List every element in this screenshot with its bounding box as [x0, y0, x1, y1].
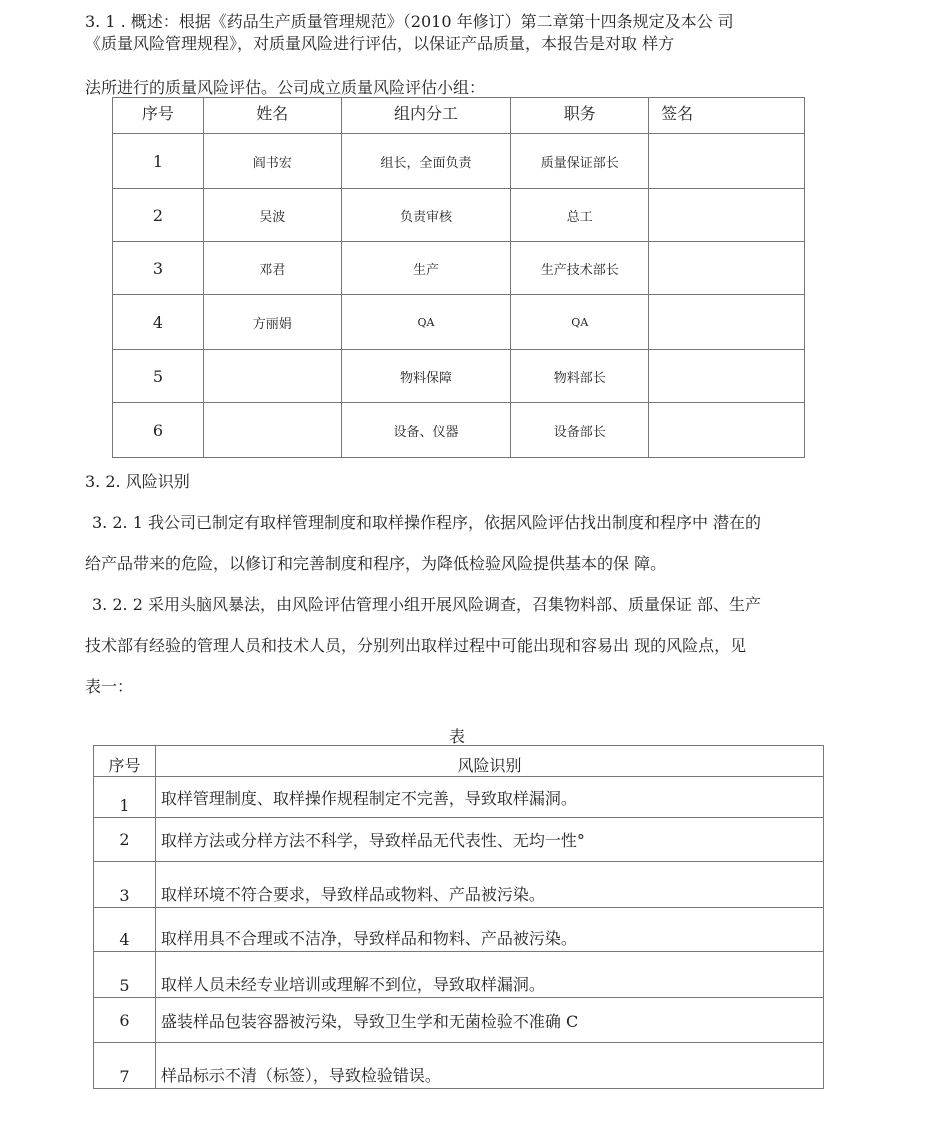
table-row [94, 777, 824, 818]
cell-name: 阎书宏 [203, 134, 341, 189]
header-cell: 组内分工 [341, 98, 511, 134]
risk-table [93, 745, 824, 1089]
table-row [113, 242, 805, 295]
header-cell: 姓名 [203, 98, 341, 134]
cell-name [203, 350, 341, 403]
cell-risk: 取样用具不合理或不洁净，导致样品和物料、产品被污染。 [155, 908, 823, 952]
cell-title: 生产技术部长 [511, 242, 649, 295]
risk-table-header [94, 746, 824, 777]
cell-title: QA [511, 295, 649, 350]
table-caption: 表 [449, 727, 466, 746]
intro-line-3: 法所进行的质量风险评估。公司成立质量风险评估小组： [85, 78, 486, 97]
cell-no: 3 [113, 242, 204, 295]
paragraph-1-line-1: 3. 2. 1 我公司已制定有取样管理制度和取样操作程序，依据风险评估找出制度和程序中 潜在的 [92, 513, 762, 532]
cell-no: 6 [113, 403, 204, 458]
cell-no: 7 [94, 1043, 156, 1089]
cell-no: 1 [94, 777, 156, 818]
cell-no: 5 [94, 952, 156, 998]
cell-no: 6 [94, 998, 156, 1043]
cell-role: 组长，全面负责 [341, 134, 511, 189]
cell-risk: 盛装样品包装容器被污染，导致卫生学和无菌检验不准确 C [155, 998, 823, 1043]
section-heading: 3. 2. 风险识别 [85, 472, 190, 491]
cell-no: 3 [94, 862, 156, 908]
cell-title: 物料部长 [511, 350, 649, 403]
cell-no: 2 [113, 189, 204, 242]
cell-sign [649, 403, 805, 458]
paragraph-2-line-3: 表一： [85, 677, 134, 696]
table-row [113, 403, 805, 458]
table-row [94, 1043, 824, 1089]
table-row [113, 189, 805, 242]
cell-name [203, 403, 341, 458]
cell-sign [649, 134, 805, 189]
cell-no: 4 [113, 295, 204, 350]
header-cell: 风险识别 [155, 746, 823, 777]
cell-no: 1 [113, 134, 204, 189]
cell-role: QA [341, 295, 511, 350]
paragraph-2-line-1: 3. 2. 2 采用头脑风暴法，由风险评估管理小组开展风险调查，召集物料部、质量保证 部、生产 [92, 595, 762, 614]
cell-name: 邓君 [203, 242, 341, 295]
cell-risk: 样品标示不清（标签），导致检验错误。 [155, 1043, 823, 1089]
header-cell: 序号 [94, 746, 156, 777]
table-row [113, 134, 805, 189]
cell-risk: 取样管理制度、取样操作规程制定不完善，导致取样漏洞。 [155, 777, 823, 818]
team-table [112, 97, 805, 458]
team-table-header [113, 98, 805, 134]
paragraph-1-line-2: 给产品带来的危险，以修订和完善制度和程序，为降低检验风险提供基本的保 障。 [85, 554, 667, 573]
table-row [94, 908, 824, 952]
table-row [94, 998, 824, 1043]
cell-no: 5 [113, 350, 204, 403]
header-cell: 序号 [113, 98, 204, 134]
cell-title: 设备部长 [511, 403, 649, 458]
cell-risk: 取样环境不符合要求，导致样品或物料、产品被污染。 [155, 862, 823, 908]
table-row [94, 818, 824, 862]
table-row [94, 862, 824, 908]
cell-name: 方丽娟 [203, 295, 341, 350]
cell-role: 设备、仪器 [341, 403, 511, 458]
table-row [113, 350, 805, 403]
cell-no: 2 [94, 818, 156, 862]
cell-name: 吴波 [203, 189, 341, 242]
intro-line-1: 3. 1 . 概述：根据《药品生产质量管理规范》（2010 年修订）第二章第十四条规定及本公 司 [85, 12, 734, 31]
paragraph-2-line-2: 技术部有经验的管理人员和技术人员，分别列出取样过程中可能出现和容易出 现的风险点，见 [85, 636, 747, 655]
cell-sign [649, 295, 805, 350]
header-cell: 职务 [511, 98, 649, 134]
cell-sign [649, 189, 805, 242]
cell-sign [649, 350, 805, 403]
cell-role: 物料保障 [341, 350, 511, 403]
header-cell: 签名 [649, 98, 805, 134]
cell-role: 负责审核 [341, 189, 511, 242]
table-row [113, 295, 805, 350]
cell-role: 生产 [341, 242, 511, 295]
cell-title: 质量保证部长 [511, 134, 649, 189]
cell-no: 4 [94, 908, 156, 952]
cell-risk: 取样人员未经专业培训或理解不到位，导致取样漏洞。 [155, 952, 823, 998]
cell-risk: 取样方法或分样方法不科学，导致样品无代表性、无均一性° [155, 818, 823, 862]
cell-title: 总工 [511, 189, 649, 242]
cell-sign [649, 242, 805, 295]
intro-line-2: 《质量风险管理规程》，对质量风险进行评估，以保证产品质量，本报告是对取 样方 [85, 34, 675, 53]
table-row [94, 952, 824, 998]
